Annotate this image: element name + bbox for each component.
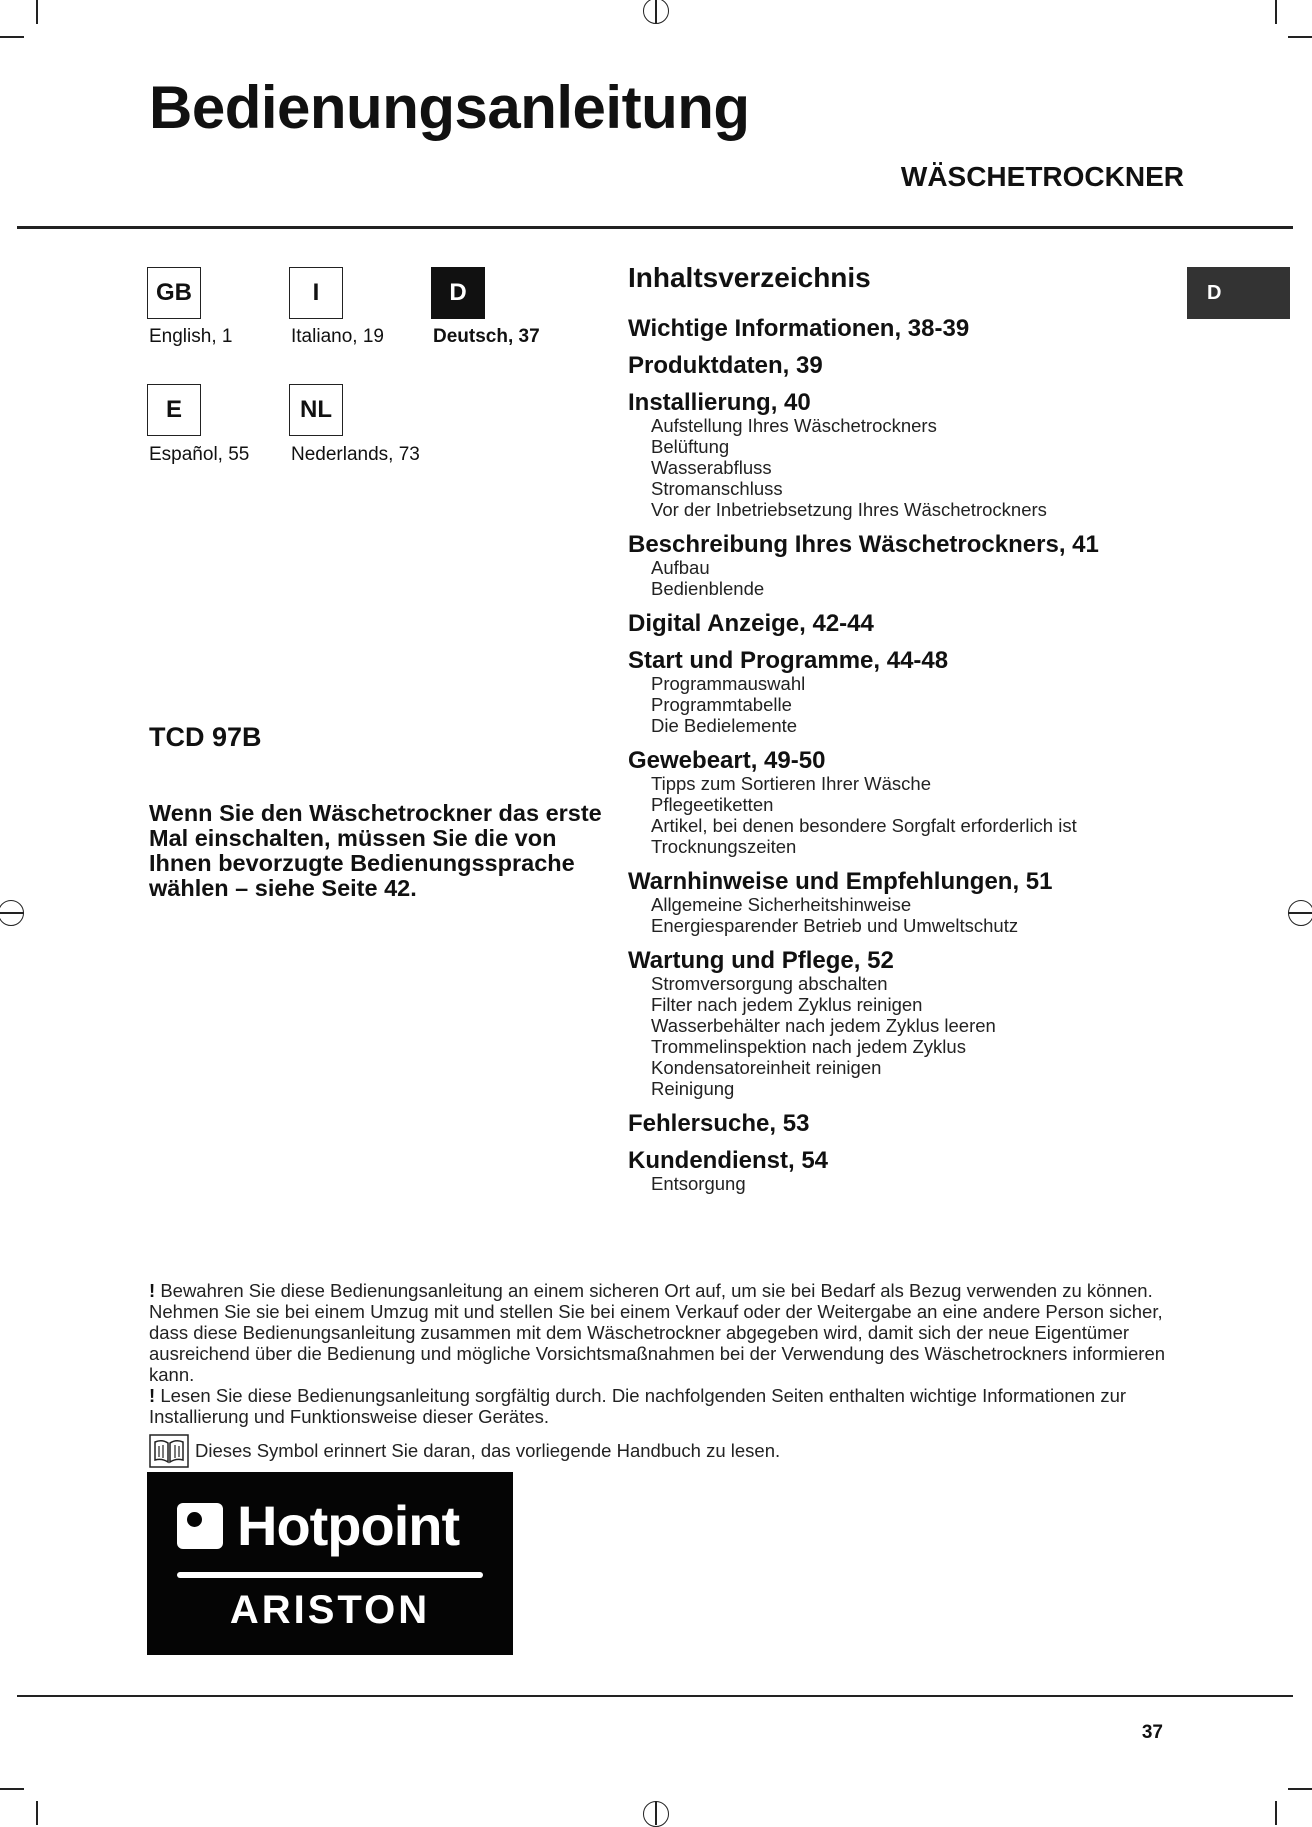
toc-sections: [628, 316, 1188, 1194]
toc-subitems: [628, 894, 1188, 936]
toc-subitem: Tipps zum Sortieren Ihrer Wäsche: [651, 773, 931, 794]
crop-mark: [1275, 1801, 1277, 1825]
toc-subitem: Stromanschluss: [651, 478, 783, 499]
crop-mark: [0, 1788, 24, 1790]
crop-mark: [0, 912, 24, 914]
logo-top: [177, 1494, 460, 1557]
toc-subitem: Entsorgung: [651, 1173, 746, 1194]
toc-subitem: Wasserbehälter nach jedem Zyklus leeren: [651, 1015, 996, 1036]
toc-subitem: Trommelinspektion nach jedem Zyklus: [651, 1036, 966, 1057]
toc-subitems: [628, 973, 1188, 1099]
hotpoint-mark-icon: [177, 1503, 223, 1549]
symbol-note-text: Dieses Symbol erinnert Sie daran, das vorliegende Handbuch zu lesen.: [195, 1440, 781, 1461]
toc-subitem: Stromversorgung abschalten: [651, 973, 888, 994]
toc-subitem: Kondensatoreinheit reinigen: [651, 1057, 882, 1078]
page-title: Bedienungsanleitung: [149, 74, 750, 141]
toc-subitem: Reinigung: [651, 1078, 735, 1099]
language-box-nl: NL: [289, 384, 343, 436]
toc-section: [628, 1148, 1188, 1194]
logo-brand: Hotpoint: [237, 1494, 460, 1557]
toc-section-title: Wartung und Pflege, 52: [628, 947, 894, 974]
crop-mark: [36, 0, 38, 24]
toc-section-title: Beschreibung Ihres Wäschetrockners, 41: [628, 531, 1099, 558]
toc-subitem: Programmauswahl: [651, 673, 806, 694]
toc-section: [628, 316, 1188, 341]
warning-paragraph: [149, 1280, 1189, 1385]
model-number: TCD 97B: [149, 722, 262, 752]
bottom-divider: [17, 1695, 1293, 1697]
toc-section: [628, 748, 1188, 857]
toc-subitem: Energiesparender Betrieb und Umweltschutz: [651, 915, 1019, 936]
language-box-i: I: [289, 267, 343, 319]
toc-subitem: Artikel, bei denen besondere Sorgfalt erforderlich ist: [651, 815, 1077, 836]
language-label-gb: English, 1: [149, 326, 233, 347]
crop-mark: [1275, 0, 1277, 24]
toc-subitem: Trocknungszeiten: [651, 836, 797, 857]
warning-paragraph: [149, 1385, 1189, 1427]
table-of-contents: [628, 264, 1188, 1206]
toc-subitems: [628, 1173, 1188, 1194]
warning-mark: !: [149, 1385, 156, 1406]
language-label-d: Deutsch, 37: [433, 326, 540, 347]
crop-mark: [655, 0, 657, 24]
toc-subitem: Allgemeine Sicherheitshinweise: [651, 894, 912, 915]
warning-text: Bewahren Sie diese Bedienungsanleitung an einem sicheren Ort auf, um sie bei Bedarf als Bezug verwenden zu können. Nehmen Sie sie bei einem Umzug mit und stellen Sie bei einem Verkauf oder der Weitergabe an eine andere Person sicher, dass diese Bedienungsanleitung zusammen mit dem Wäschetrockner abgegeben wird, damit sich der neue Eigentümer ausreichend über die Bedienung und mögliche Vorsichtsmaßnahmen bei der Verwendung des Wäschetrockners informieren kann.: [149, 1280, 1166, 1385]
toc-section: [628, 353, 1188, 378]
logo-bar: [177, 1572, 483, 1578]
toc-section: [628, 532, 1188, 599]
crop-mark: [0, 36, 24, 38]
warning-text: Lesen Sie diese Bedienungsanleitung sorgfältig durch. Die nachfolgenden Seiten enthalten wichtige Informationen zur Installierung und Funktionsweise dieser Gerätes.: [149, 1385, 1127, 1427]
toc-subitems: [628, 557, 1188, 599]
language-notice: Wenn Sie den Wäschetrockner das erste Mal einschalten, müssen Sie die von Ihnen bevorzugte Bedienungssprache wählen – siehe Seite 42.: [149, 800, 602, 901]
toc-subitem: Die Bedielemente: [651, 715, 798, 736]
language-box-e: E: [147, 384, 201, 436]
toc-subitem: Bedienblende: [651, 578, 765, 599]
toc-section-title: Gewebeart, 49-50: [628, 747, 826, 774]
toc-section-title: Fehlersuche, 53: [628, 1110, 810, 1137]
crop-mark: [36, 1801, 38, 1825]
language-label-e: Español, 55: [149, 444, 250, 465]
toc-subitem: Programmtabelle: [651, 694, 792, 715]
toc-subitem: Aufstellung Ihres Wäschetrockners: [651, 415, 937, 436]
toc-section-title: Digital Anzeige, 42-44: [628, 610, 874, 637]
toc-section-title: Produktdaten, 39: [628, 352, 823, 379]
toc-heading: Inhaltsverzeichnis: [628, 262, 871, 293]
toc-subitem: Filter nach jedem Zyklus reinigen: [651, 994, 923, 1015]
crop-mark: [1288, 1788, 1312, 1790]
toc-section: [628, 948, 1188, 1099]
crop-mark: [655, 1801, 657, 1825]
language-box-d: D: [431, 267, 485, 319]
toc-section: [628, 648, 1188, 736]
toc-section-title: Wichtige Informationen, 38-39: [628, 315, 970, 342]
logo-sub: ARISTON: [229, 1588, 431, 1632]
toc-section-title: Kundendienst, 54: [628, 1147, 829, 1174]
crop-mark: [1288, 36, 1312, 38]
section-tab: D: [1187, 267, 1290, 319]
top-divider: [17, 226, 1293, 229]
crop-mark: [1288, 912, 1312, 914]
toc-subitem: Aufbau: [651, 557, 710, 578]
toc-subitem: Belüftung: [651, 436, 730, 457]
language-box-gb: GB: [147, 267, 201, 319]
toc-subitem: Vor der Inbetriebsetzung Ihres Wäschetrockners: [651, 499, 1047, 520]
toc-section: [628, 869, 1188, 936]
toc-section-title: Installierung, 40: [628, 389, 811, 416]
language-label-nl: Nederlands, 73: [291, 444, 420, 465]
page-number: 37: [1141, 1722, 1163, 1743]
toc-section-title: Start und Programme, 44-48: [628, 647, 949, 674]
toc-section-title: Warnhinweise und Empfehlungen, 51: [628, 868, 1053, 895]
brand-logo: [147, 1472, 513, 1655]
toc-subitem: Wasserabfluss: [651, 457, 772, 478]
toc-section: [628, 390, 1188, 520]
warning-mark: !: [149, 1280, 156, 1301]
page-subtitle: WÄSCHETROCKNER: [900, 161, 1184, 192]
read-manual-icon: [149, 1434, 189, 1468]
toc-subitem: Pflegeetiketten: [651, 794, 774, 815]
toc-section: [628, 1111, 1188, 1136]
language-label-i: Italiano, 19: [291, 326, 384, 347]
toc-section: [628, 611, 1188, 636]
warning-notes: [149, 1280, 1189, 1427]
manual-symbol-note: [149, 1434, 780, 1468]
toc-subitems: [628, 415, 1188, 520]
toc-subitems: [628, 673, 1188, 736]
toc-subitems: [628, 773, 1188, 857]
